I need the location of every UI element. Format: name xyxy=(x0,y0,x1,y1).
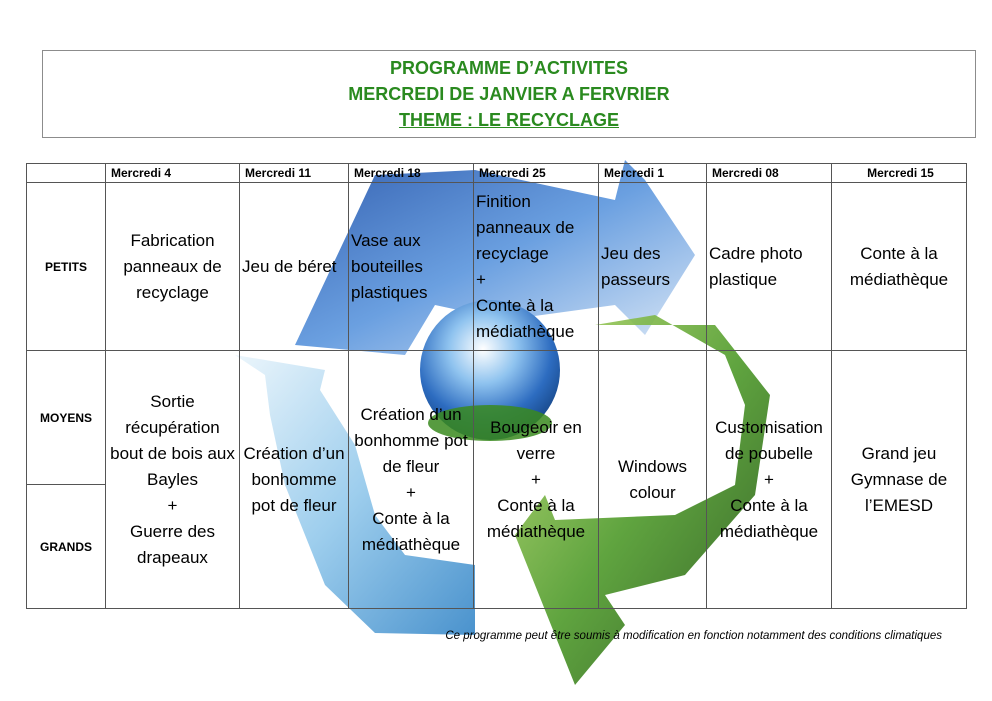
col-header-mercredi-1: Mercredi 1 xyxy=(599,164,707,183)
cell-merged-5: Windows colour xyxy=(599,351,707,609)
title-line-2: MERCREDI DE JANVIER A FERVRIER xyxy=(348,84,670,104)
cell-petits-6: Cadre photo plastique xyxy=(707,183,832,351)
cell-petits-1: Fabrication panneaux de recyclage xyxy=(106,183,240,351)
col-header-mercredi-11: Mercredi 11 xyxy=(240,164,349,183)
row-label-grands: GRANDS xyxy=(27,485,106,609)
col-header-mercredi-08: Mercredi 08 xyxy=(707,164,832,183)
cell-merged-4: Bougeoir en verre + Conte à la médiathèque xyxy=(474,351,599,609)
col-header-mercredi-18: Mercredi 18 xyxy=(349,164,474,183)
cell-petits-3: Vase aux bouteilles plastiques xyxy=(349,183,474,351)
cell-petits-7: Conte à la médiathèque xyxy=(832,183,967,351)
col-header-mercredi-4: Mercredi 4 xyxy=(106,164,240,183)
cell-petits-4: Finition panneaux de recyclage + Conte à la médiathèque xyxy=(474,183,599,351)
cell-merged-7: Grand jeu Gymnase de l’EMESD xyxy=(832,351,967,609)
row-label-petits: PETITS xyxy=(27,183,106,351)
cell-petits-5: Jeu des passeurs xyxy=(599,183,707,351)
row-label-moyens: MOYENS xyxy=(27,351,106,485)
cell-merged-2: Création d’un bonhomme pot de fleur xyxy=(240,351,349,609)
cell-petits-2: Jeu de béret xyxy=(240,183,349,351)
title-box xyxy=(42,50,976,138)
col-header-empty xyxy=(27,164,106,183)
cell-merged-1: Sortie récupération bout de bois aux Bayles + Guerre des drapeaux xyxy=(106,351,240,609)
title-line-1: PROGRAMME D’ACTIVITES xyxy=(389,58,628,78)
activities-table xyxy=(26,163,967,609)
row-petits xyxy=(27,183,967,351)
header-row xyxy=(27,164,967,183)
col-header-mercredi-25: Mercredi 25 xyxy=(474,164,599,183)
row-moyens xyxy=(27,351,967,485)
col-header-mercredi-15: Mercredi 15 xyxy=(832,164,967,183)
title-theme: THEME : LE RECYCLAGE xyxy=(398,110,619,130)
cell-merged-6: Customisation de poubelle + Conte à la médiathèque xyxy=(707,351,832,609)
footnote: Ce programme peut être soumis à modification en fonction notamment des conditions climatiques xyxy=(445,630,942,642)
cell-merged-3: Création d’un bonhomme pot de fleur + Conte à la médiathèque xyxy=(349,351,474,609)
